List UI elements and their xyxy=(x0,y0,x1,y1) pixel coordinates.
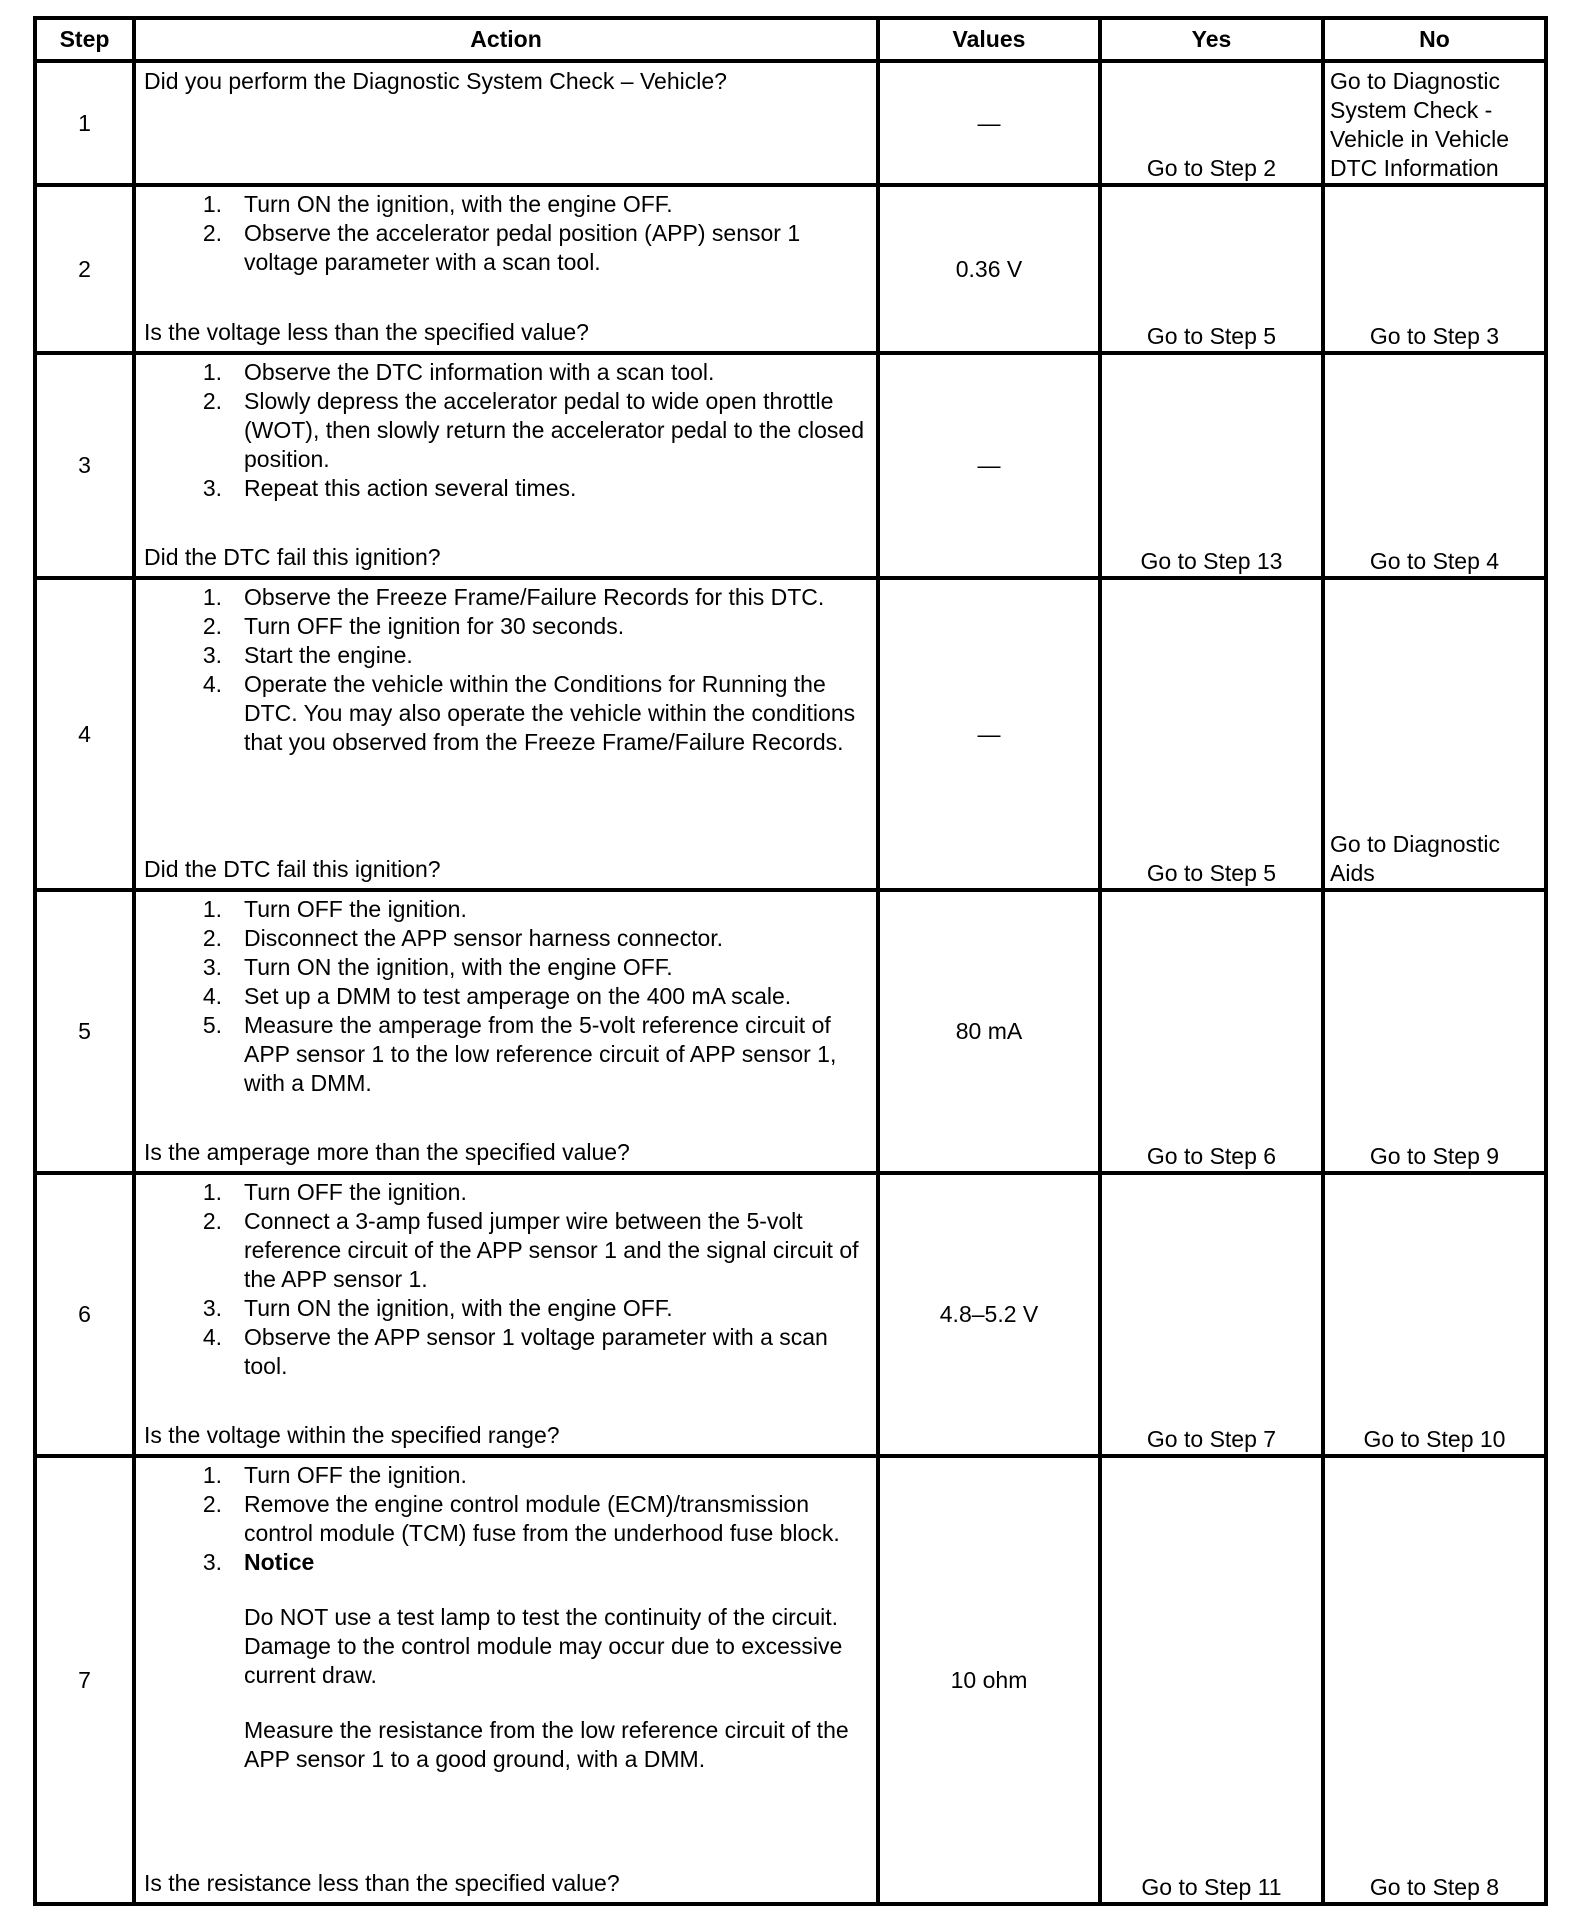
yes-cell xyxy=(1100,1173,1323,1456)
step-index: 1. xyxy=(202,191,222,217)
step-index: 2. xyxy=(202,220,222,246)
step-index: 4. xyxy=(202,671,222,697)
no-link[interactable] xyxy=(1330,830,1540,888)
no-link[interactable]: Go to Step 4 xyxy=(1369,548,1500,574)
action-step xyxy=(144,641,868,670)
no-line: Vehicle in Vehicle xyxy=(1330,126,1510,152)
yes-cell xyxy=(1100,578,1323,890)
notice-text: Do NOT use a test lamp to test the continuity of the circuit. Damage to the control module may occur due to excessive current draw. xyxy=(244,1604,843,1688)
step-text: Turn OFF the ignition. xyxy=(244,1462,467,1488)
step-index: 3. xyxy=(202,642,222,668)
no-cell xyxy=(1323,1456,1546,1904)
measure-text: Measure the resistance from the low reference circuit of the APP sensor 1 to a good ground, with a DMM. xyxy=(244,1717,849,1772)
action-cell xyxy=(134,1456,878,1904)
step-text: Start the engine. xyxy=(244,642,413,668)
step-index: 3. xyxy=(202,1295,222,1321)
step-text: Turn ON the ignition, with the engine OFF. xyxy=(244,1295,673,1321)
yes-cell xyxy=(1100,61,1323,185)
step-text: Turn OFF the ignition for 30 seconds. xyxy=(244,613,625,639)
step-text: Observe the accelerator pedal position (APP) sensor 1 voltage parameter with a scan tool. xyxy=(244,220,801,275)
table-row xyxy=(35,185,1546,353)
step-number: 4 xyxy=(35,578,134,890)
action-step xyxy=(144,358,868,387)
no-line: System Check - xyxy=(1330,97,1493,123)
step-text: Turn ON the ignition, with the engine OFF. xyxy=(244,954,673,980)
no-line: DTC Information xyxy=(1330,155,1499,181)
action-step xyxy=(144,1490,868,1548)
no-cell xyxy=(1323,185,1546,353)
no-link[interactable]: Go to Step 8 xyxy=(1369,1874,1500,1900)
step-text: Remove the engine control module (ECM)/transmission control module (TCM) fuse from the underhood fuse block. xyxy=(244,1491,840,1546)
step-text: Slowly depress the accelerator pedal to wide open throttle (WOT), then slowly return the accelerator pedal to the closed position. xyxy=(244,388,865,472)
value-cell: 0.36 V xyxy=(878,185,1100,353)
step-text: Observe the Freeze Frame/Failure Records for this DTC. xyxy=(244,584,825,610)
no-cell xyxy=(1323,1173,1546,1456)
action-cell xyxy=(134,353,878,578)
step-number: 1 xyxy=(35,61,134,185)
header-step: Step xyxy=(35,18,134,61)
action-step xyxy=(144,1461,868,1490)
step-text: Disconnect the APP sensor harness connector. xyxy=(244,925,724,951)
action-step xyxy=(144,1323,868,1381)
step-index: 5. xyxy=(202,1012,222,1038)
diagnostic-table xyxy=(33,16,1548,1906)
value-cell: 10 ohm xyxy=(878,1456,1100,1904)
yes-cell xyxy=(1100,1456,1323,1904)
header-yes: Yes xyxy=(1100,18,1323,61)
step-text: Connect a 3-amp fused jumper wire between the 5-volt reference circuit of the APP sensor 1 and the signal circuit of the APP sensor 1. xyxy=(244,1208,859,1292)
action-step xyxy=(144,612,868,641)
step-index: 4. xyxy=(202,983,222,1009)
action-step xyxy=(144,583,868,612)
no-link[interactable]: Go to Step 9 xyxy=(1369,1143,1500,1169)
no-link[interactable] xyxy=(1330,67,1540,183)
step-text: Turn ON the ignition, with the engine OFF. xyxy=(244,191,673,217)
action-question: Is the voltage less than the specified value? xyxy=(144,319,589,345)
value-cell: 80 mA xyxy=(878,890,1100,1173)
step-text: Set up a DMM to test amperage on the 400 mA scale. xyxy=(244,983,792,1009)
step-text: Operate the vehicle within the Conditions for Running the DTC. You may also operate the vehicle within the conditions that you observed from the Freeze Frame/Failure Records. xyxy=(244,671,856,755)
step-number: 6 xyxy=(35,1173,134,1456)
table-row xyxy=(35,353,1546,578)
action-question: Is the voltage within the specified range? xyxy=(144,1422,560,1448)
table-row xyxy=(35,578,1546,890)
step-text: Measure the amperage from the 5-volt reference circuit of APP sensor 1 to the low reference circuit of APP sensor 1, with a DMM. xyxy=(244,1012,837,1096)
yes-cell xyxy=(1100,185,1323,353)
step-number: 5 xyxy=(35,890,134,1173)
action-steps xyxy=(144,1175,868,1381)
header-values: Values xyxy=(878,18,1100,61)
value-cell: — xyxy=(878,353,1100,578)
value-cell: 4.8–5.2 V xyxy=(878,1173,1100,1456)
step-index: 1. xyxy=(202,584,222,610)
action-cell xyxy=(134,185,878,353)
action-step xyxy=(144,670,868,757)
step-number: 2 xyxy=(35,185,134,353)
action-step xyxy=(144,387,868,474)
table-row xyxy=(35,1173,1546,1456)
action-question: Is the amperage more than the specified value? xyxy=(144,1139,630,1165)
step-index: 1. xyxy=(202,1179,222,1205)
yes-link[interactable]: Go to Step 6 xyxy=(1146,1143,1277,1169)
no-cell xyxy=(1323,890,1546,1173)
table-row xyxy=(35,890,1546,1173)
step-index: 4. xyxy=(202,1324,222,1350)
action-question: Did the DTC fail this ignition? xyxy=(144,544,441,570)
action-step xyxy=(144,1207,868,1294)
step-index: 3. xyxy=(202,1549,222,1575)
step-text: Turn OFF the ignition. xyxy=(244,1179,467,1205)
yes-link[interactable]: Go to Step 5 xyxy=(1146,323,1277,349)
yes-link[interactable]: Go to Step 13 xyxy=(1140,548,1283,574)
action-step xyxy=(144,953,868,982)
action-step xyxy=(144,219,868,277)
action-step xyxy=(144,924,868,953)
action-cell xyxy=(134,1173,878,1456)
action-step xyxy=(144,1178,868,1207)
action-steps xyxy=(144,892,868,1098)
yes-cell xyxy=(1100,353,1323,578)
action-step xyxy=(144,982,868,1011)
action-steps xyxy=(144,355,868,503)
no-line: Aids xyxy=(1330,860,1375,886)
value-cell: — xyxy=(878,61,1100,185)
no-line: Go to Diagnostic xyxy=(1330,831,1501,857)
no-cell xyxy=(1323,61,1546,185)
step-index: 3. xyxy=(202,954,222,980)
action-step xyxy=(144,1294,868,1323)
yes-link[interactable]: Go to Step 5 xyxy=(1146,860,1277,886)
step-text xyxy=(244,1548,868,1774)
action-steps xyxy=(144,1458,868,1774)
step-index: 2. xyxy=(202,613,222,639)
action-question: Did you perform the Diagnostic System Check – Vehicle? xyxy=(144,68,727,94)
step-index: 1. xyxy=(202,1462,222,1488)
header-action: Action xyxy=(134,18,878,61)
action-step xyxy=(144,1011,868,1098)
notice-label: Notice xyxy=(244,1549,315,1575)
action-steps xyxy=(144,187,868,277)
step-index: 2. xyxy=(202,925,222,951)
header-row xyxy=(35,18,1546,61)
no-cell xyxy=(1323,353,1546,578)
step-number: 3 xyxy=(35,353,134,578)
action-cell xyxy=(134,890,878,1173)
no-cell xyxy=(1323,578,1546,890)
action-cell xyxy=(134,578,878,890)
step-text: Turn OFF the ignition. xyxy=(244,896,467,922)
yes-link[interactable]: Go to Step 11 xyxy=(1141,1874,1282,1900)
action-step xyxy=(144,474,868,503)
table-row xyxy=(35,61,1546,185)
action-question: Did the DTC fail this ignition? xyxy=(144,856,441,882)
step-index: 2. xyxy=(202,1491,222,1517)
step-number: 7 xyxy=(35,1456,134,1904)
header-no: No xyxy=(1323,18,1546,61)
step-text: Observe the DTC information with a scan tool. xyxy=(244,359,715,385)
action-cell xyxy=(134,61,878,185)
step-index: 2. xyxy=(202,1208,222,1234)
action-step xyxy=(144,1548,868,1774)
value-cell: — xyxy=(878,578,1100,890)
yes-cell xyxy=(1100,890,1323,1173)
no-link[interactable]: Go to Step 3 xyxy=(1369,323,1500,349)
action-question: Is the resistance less than the specified value? xyxy=(144,1870,620,1896)
action-steps xyxy=(144,580,868,757)
step-index: 1. xyxy=(202,359,222,385)
step-index: 2. xyxy=(202,388,222,414)
no-line: Go to Diagnostic xyxy=(1330,68,1501,94)
yes-link[interactable]: Go to Step 2 xyxy=(1146,155,1277,181)
step-index: 3. xyxy=(202,475,222,501)
action-step xyxy=(144,190,868,219)
action-step xyxy=(144,895,868,924)
step-text: Observe the APP sensor 1 voltage parameter with a scan tool. xyxy=(244,1324,828,1379)
yes-link[interactable]: Go to Step 7 xyxy=(1146,1426,1277,1452)
step-text: Repeat this action several times. xyxy=(244,475,577,501)
table-row xyxy=(35,1456,1546,1904)
no-link[interactable]: Go to Step 10 xyxy=(1363,1426,1506,1452)
step-index: 1. xyxy=(202,896,222,922)
